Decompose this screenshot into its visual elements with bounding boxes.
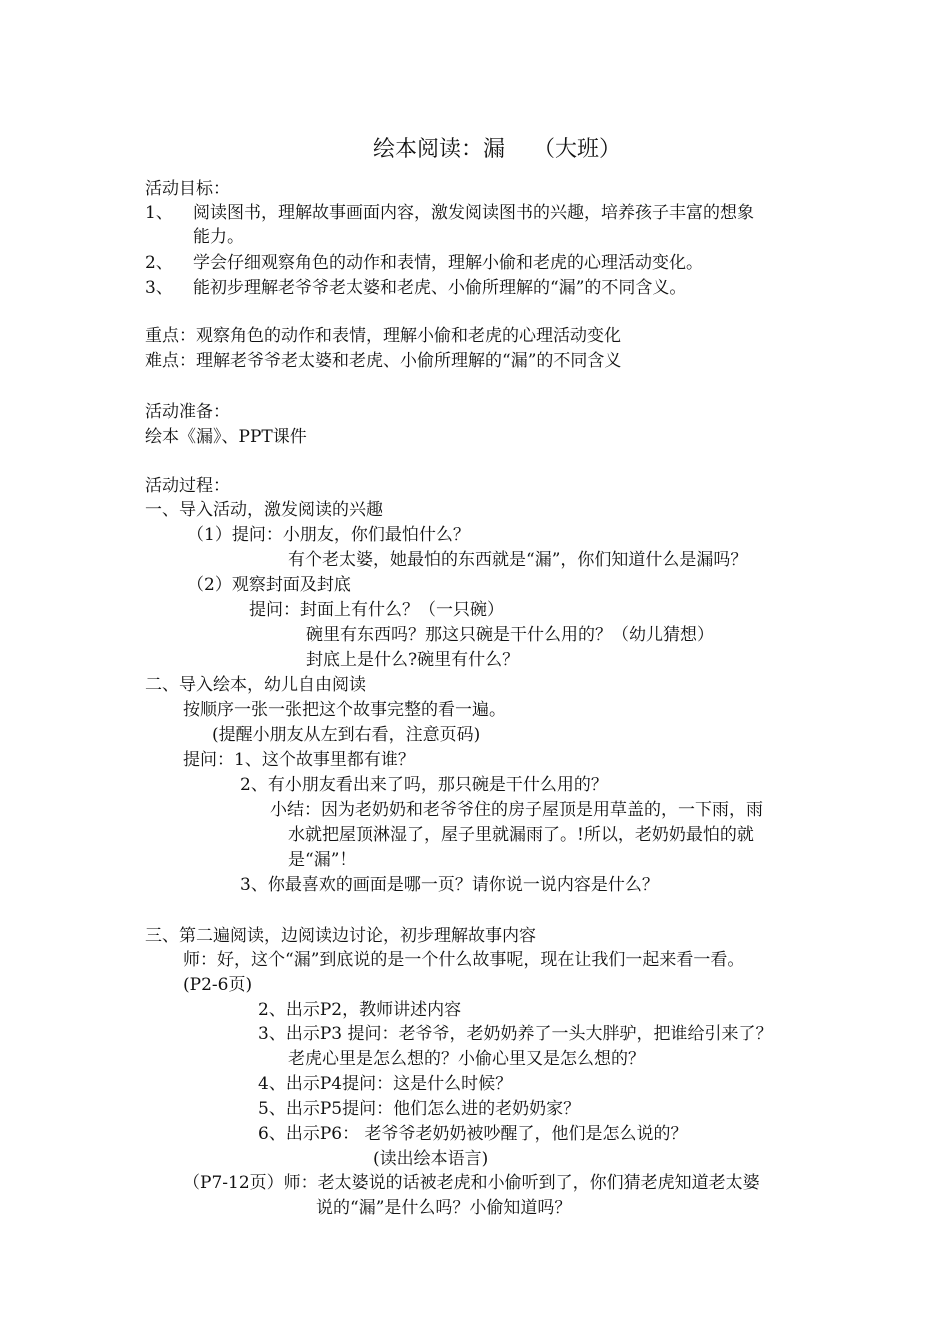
goal-1-number: 1、 xyxy=(145,203,173,223)
section-2-summary-end: 是“漏”！ xyxy=(288,850,357,870)
section-3-line-10: （P7-12页）师：老太婆说的话被老虎和小偷听到了，你们猜老虎知道老太婆 xyxy=(183,1173,760,1193)
section-3-line-1: 师：好，这个“漏”到底说的是一个什么故事呢，现在让我们一起来看一看。 xyxy=(183,950,745,970)
goal-1-text-cont: 能力。 xyxy=(193,227,244,247)
goal-1-text: 阅读图书，理解故事画面内容，激发阅读图书的兴趣，培养孩子丰富的想象 xyxy=(193,203,754,223)
difficult-point: 难点：理解老爷爷老太婆和老虎、小偷所理解的“漏”的不同含义 xyxy=(145,351,622,371)
section-3-step-5: 5、出示P5提问：他们怎么进的老奶奶家？ xyxy=(258,1099,581,1119)
section-1-title: 一、导入活动，激发阅读的兴趣 xyxy=(145,500,383,520)
section-3-step-2: 2、出示P2，教师讲述内容 xyxy=(258,1000,462,1020)
process-heading: 活动过程： xyxy=(145,476,230,496)
section-3-title: 三、第二遍阅读，边阅读边讨论，初步理解故事内容 xyxy=(145,926,536,946)
section-2-line-4: 2、有小朋友看出来了吗，那只碗是干什么用的？ xyxy=(240,775,608,795)
key-point: 重点：观察角色的动作和表情，理解小偷和老虎的心理活动变化 xyxy=(145,326,621,346)
page-title: 绘本阅读：漏 （大班） xyxy=(373,137,621,162)
section-2-line-2: (提醒小朋友从左到右看，注意页码) xyxy=(212,725,481,745)
section-1-question-2: （2）观察封面及封底 xyxy=(187,575,351,595)
prep-heading: 活动准备： xyxy=(145,402,230,422)
section-2-line-3: 提问：1、这个故事里都有谁？ xyxy=(183,750,415,770)
section-2-summary: 小结：因为老奶奶和老爷爷住的房子屋顶是用草盖的，一下雨，雨 xyxy=(270,800,763,820)
section-3-step-3-cont: 老虎心里是怎么想的？小偷心里又是怎么想的？ xyxy=(288,1049,645,1069)
section-1-question-2c: 封底上是什么?碗里有什么？ xyxy=(306,650,520,670)
section-3-step-6-note: (读出绘本语言) xyxy=(373,1149,489,1169)
goal-2-text: 学会仔细观察角色的动作和表情，理解小偷和老虎的心理活动变化。 xyxy=(193,253,703,273)
section-3-step-4: 4、出示P4提问：这是什么时候？ xyxy=(258,1074,513,1094)
goal-3-number: 3、 xyxy=(145,278,173,298)
section-3-line-11: 说的“漏”是什么吗？小偷知道吗？ xyxy=(316,1198,572,1218)
section-2-line-8: 3、你最喜欢的画面是哪一页？请你说一说内容是什么？ xyxy=(240,875,659,895)
section-3-page-range: (P2-6页) xyxy=(183,975,253,995)
section-1-question-2b: 碗里有东西吗？那这只碗是干什么用的？（幼儿猜想） xyxy=(306,625,714,645)
goal-3-text: 能初步理解老爷爷老太婆和老虎、小偷所理解的“漏”的不同含义。 xyxy=(193,278,687,298)
section-1-question-2a: 提问：封面上有什么？（一只碗） xyxy=(249,600,504,620)
goals-heading: 活动目标： xyxy=(145,179,230,199)
section-3-step-3: 3、出示P3 提问：老爷爷，老奶奶养了一头大胖驴，把谁给引来了？ xyxy=(258,1024,773,1044)
section-2-summary-cont: 水就把屋顶淋湿了，屋子里就漏雨了。!所以，老奶奶最怕的就 xyxy=(288,825,754,845)
section-2-line-1: 按顺序一张一张把这个故事完整的看一遍。 xyxy=(183,700,506,720)
section-1-question-1: （1）提问：小朋友，你们最怕什么？ xyxy=(187,525,470,545)
prep-items: 绘本《漏》、PPT课件 xyxy=(145,427,307,447)
section-1-question-1b: 有个老太婆，她最怕的东西就是“漏”，你们知道什么是漏吗？ xyxy=(288,550,748,570)
goal-2-number: 2、 xyxy=(145,253,173,273)
section-2-title: 二、导入绘本，幼儿自由阅读 xyxy=(145,675,366,695)
section-3-step-6: 6、出示P6： 老爷爷老奶奶被吵醒了，他们是怎么说的？ xyxy=(258,1124,688,1144)
